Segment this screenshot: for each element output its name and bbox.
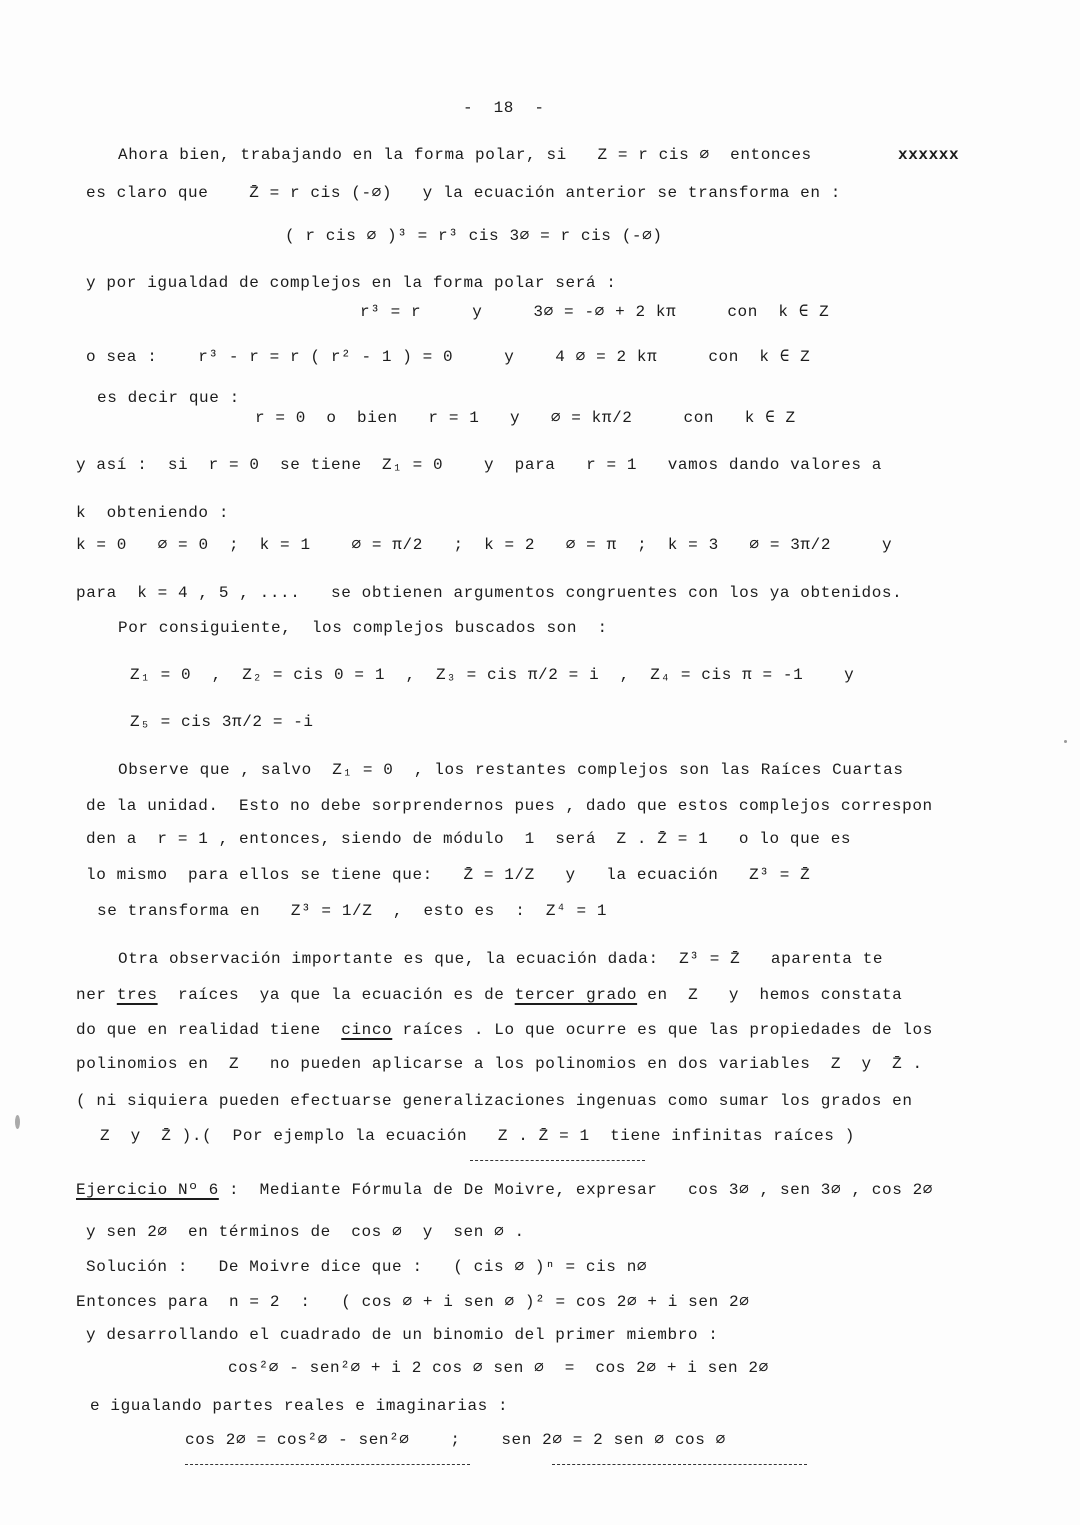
equation-line: ( r cis ∅ )³ = r³ cis 3∅ = r cis (-∅) [285,227,663,245]
text-line: Solución : De Moivre dice que : ( cis ∅ )ⁿ = cis n∅ [86,1258,648,1276]
text-line: Por consiguiente, los complejos buscados son : [118,619,608,637]
exercise-heading [76,1180,933,1200]
text-line: es decir que : [97,389,240,407]
result-underline [552,1464,807,1465]
line-text: en Z y hemos constata [637,986,903,1004]
text-line: Z y Z̄ ).( Por ejemplo la ecuación Z . Z̄ = 1 tiene infinitas raíces ) [100,1127,855,1145]
equation-line: r³ = r y 3∅ = -∅ + 2 kπ con k ∈ Z [360,303,830,321]
text-line: y desarrollando el cuadrado de un binomio del primer miembro : [86,1326,719,1344]
line-text: Ahora bien, trabajando en la forma polar, si Z = r cis ∅ entonces [118,146,833,164]
text-line [76,1020,933,1040]
text-line: Entonces para n = 2 : ( cos ∅ + i sen ∅ )² = cos 2∅ + i sen 2∅ [76,1293,750,1311]
equation-line: r = 0 o bien r = 1 y ∅ = kπ/2 con k ∈ Z [255,409,796,427]
equation-line: k = 0 ∅ = 0 ; k = 1 ∅ = π/2 ; k = 2 ∅ = π ; k = 3 ∅ = 3π/2 y [76,536,893,554]
text-line: e igualando partes reales e imaginarias : [90,1397,509,1415]
line-text: ner [76,986,117,1004]
text-line: Observe que , salvo Z₁ = 0 , los restantes complejos son las Raíces Cuartas [118,761,904,779]
scan-mark [15,1115,20,1129]
equation-line: o sea : r³ - r = r ( r² - 1 ) = 0 y 4 ∅ = 2 kπ con k ∈ Z [86,348,811,366]
text-line: se transforma en Z³ = 1/Z , esto es : Z⁴ = 1 [97,902,608,920]
text-line: de la unidad. Esto no debe sorprendernos pues , dado que estos complejos correspon [86,797,933,815]
text-line: y sen 2∅ en términos de cos ∅ y sen ∅ . [86,1223,525,1241]
page-number: - 18 - [463,99,545,117]
result-equation-line: cos 2∅ = cos²∅ - sen²∅ ; sen 2∅ = 2 sen ∅ cos ∅ [185,1431,726,1449]
text-line: k obteniendo : [76,504,230,522]
text-line: es claro que Z̄ = r cis (-∅) y la ecuación anterior se transforma en : [86,184,841,202]
line-text: : Mediante Fórmula de De Moivre, expresar cos 3∅ , sen 3∅ , cos 2∅ [218,1181,934,1199]
separator-rule [470,1160,645,1161]
text-line: ( ni siquiera pueden efectuarse generalizaciones ingenuas como sumar los grados en [76,1092,913,1110]
line-text: do que en realidad tiene [76,1021,342,1039]
line-text: raíces ya que la ecuación es de [157,986,515,1004]
text-line: Otra observación importante es que, la ecuación dada: Z³ = Z̄ aparenta te [118,950,884,968]
line-text: raíces . Lo que ocurre es que las propiedades de los [392,1021,933,1039]
underlined-text: tres [116,986,158,1004]
underlined-text: tercer grado [514,986,638,1004]
struck-out-text: xxxxxx [898,146,960,164]
result-underline [185,1464,470,1465]
text-line: y así : si r = 0 se tiene Z₁ = 0 y para r = 1 vamos dando valores a [76,456,882,474]
text-line [118,145,960,165]
equation-line: Z₁ = 0 , Z₂ = cis 0 = 1 , Z₃ = cis π/2 = i , Z₄ = cis π = -1 y [130,666,855,684]
text-line: polinomios en Z no pueden aplicarse a los polinomios en dos variables Z y Z̄ . [76,1055,923,1073]
scan-dot [1064,740,1067,743]
text-line: para k = 4 , 5 , .... se obtienen argumentos congruentes con los ya obtenidos. [76,584,903,602]
underlined-text: cinco [341,1021,393,1039]
text-line [76,985,902,1005]
text-line: y por igualdad de complejos en la forma polar será : [86,274,617,292]
equation-line: cos²∅ - sen²∅ + i 2 cos ∅ sen ∅ = cos 2∅ + i sen 2∅ [228,1359,769,1377]
text-line: den a r = 1 , entonces, siendo de módulo 1 será Z . Z̄ = 1 o lo que es [86,830,852,848]
text-line: lo mismo para ellos se tiene que: Z̄ = 1/Z y la ecuación Z³ = Z̄ [86,866,811,884]
equation-line: Z₅ = cis 3π/2 = -i [130,713,314,731]
exercise-title: Ejercicio Nº 6 [76,1181,219,1199]
